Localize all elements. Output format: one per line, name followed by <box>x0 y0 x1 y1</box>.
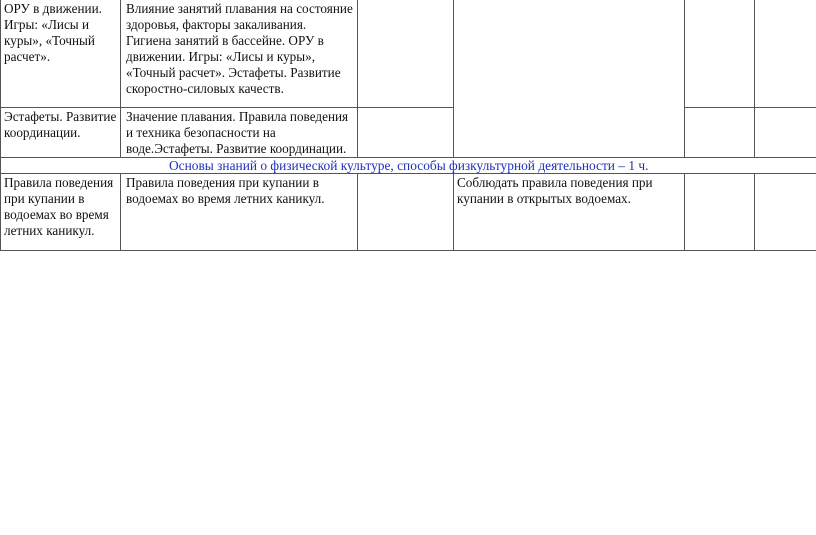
empty-cell <box>358 108 454 158</box>
empty-cell <box>685 174 755 251</box>
empty-cell <box>685 0 755 108</box>
table-row <box>1 108 816 158</box>
activity-cell <box>454 0 685 158</box>
empty-cell <box>358 0 454 108</box>
empty-cell <box>685 108 755 158</box>
lesson-plan-table <box>0 0 816 251</box>
topic-cell: Правила поведения при купании в водоемах во время летних каникул. <box>1 174 121 251</box>
section-header-row <box>1 158 816 174</box>
empty-cell <box>358 174 454 251</box>
topic-cell: Эстафеты. Развитие координации. <box>1 108 121 158</box>
topic-cell: ОРУ в движении. Игры: «Лисы и куры», «Точный расчет». <box>1 0 121 108</box>
activity-cell: Соблюдать правила поведения при купании в открытых водоемах. <box>454 174 685 251</box>
table-row <box>1 0 816 108</box>
table-row <box>1 174 816 251</box>
content-cell: Значение плавания. Правила поведения и техника безопасности на воде.Эстафеты. Развитие координации. <box>121 108 358 158</box>
empty-cell <box>755 108 816 158</box>
empty-cell <box>755 174 816 251</box>
section-header: Основы знаний о физической культуре, способы физкультурной деятельности – 1 ч. <box>1 158 816 174</box>
empty-cell <box>755 0 816 108</box>
content-cell: Правила поведения при купании в водоемах во время летних каникул. <box>121 174 358 251</box>
content-cell: Влияние занятий плавания на состояние здоровья, факторы закаливания. Гигиена занятий в бассейне. ОРУ в движении. Игры: «Лисы и куры», «Точный расчет». Эстафеты. Развитие скоростно-силовых качеств. <box>121 0 358 108</box>
